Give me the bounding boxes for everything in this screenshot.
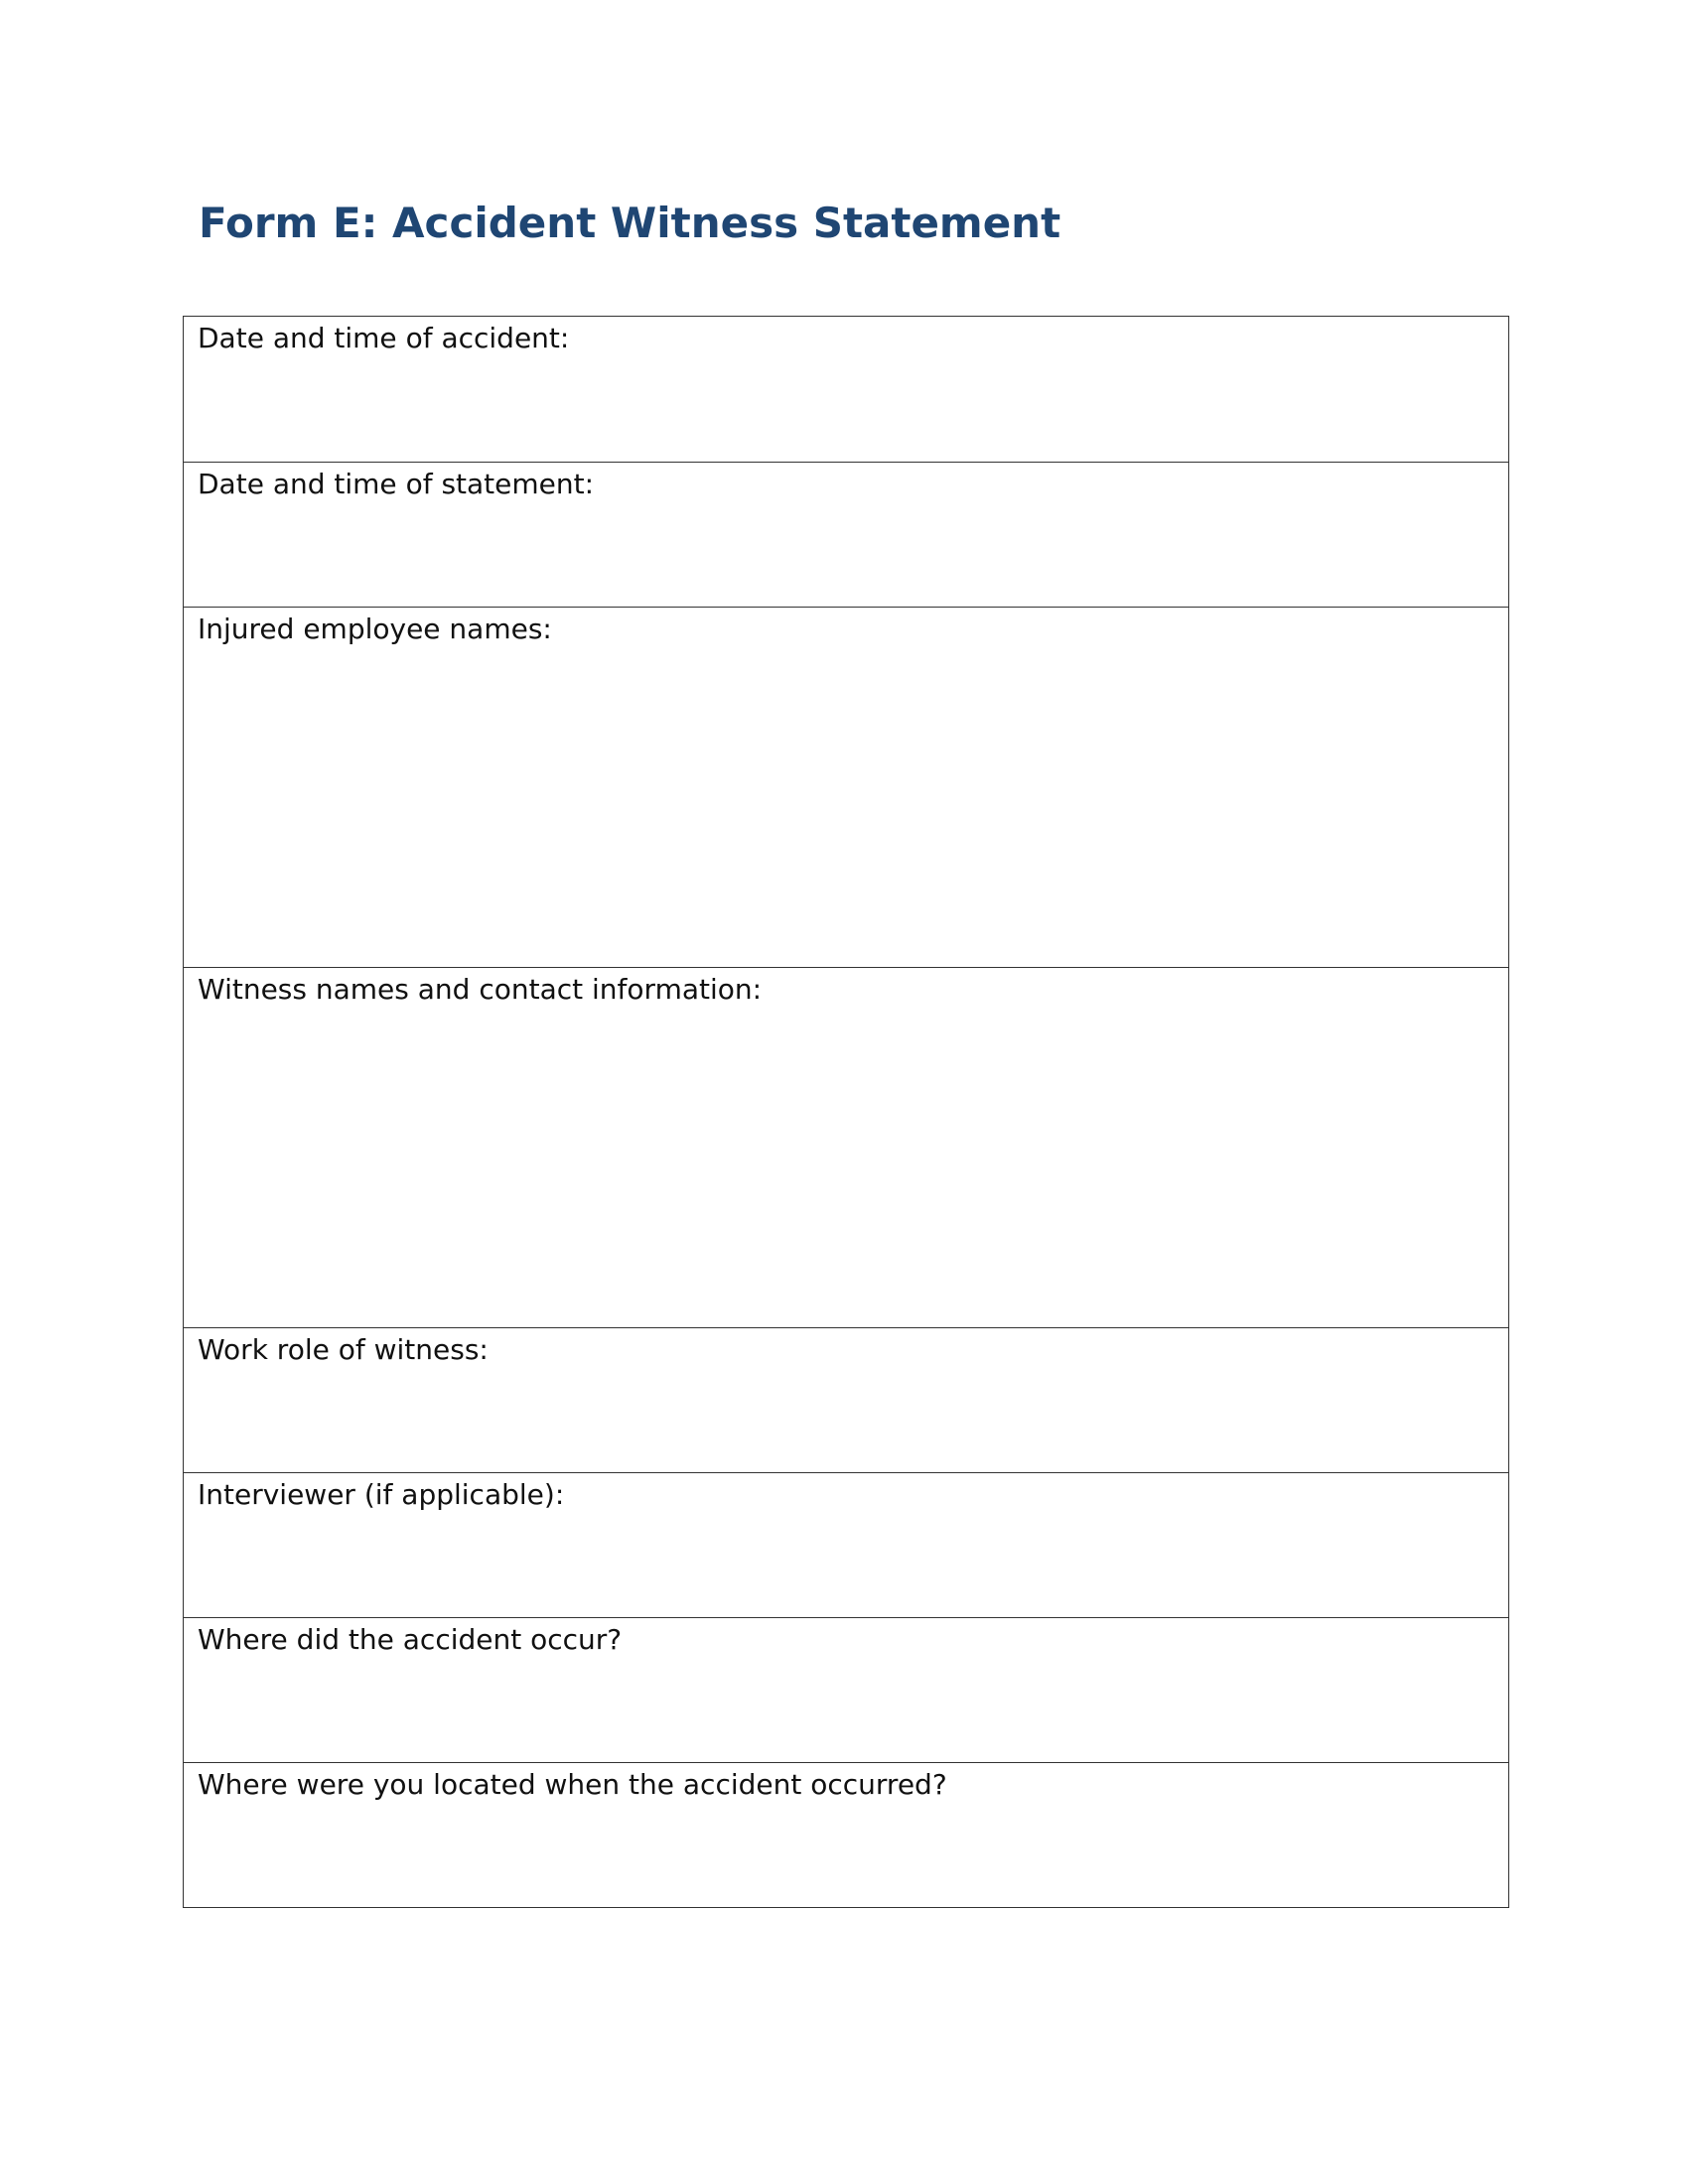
field-label: Where were you located when the accident occurred?: [198, 1768, 947, 1801]
field-label: Date and time of accident:: [198, 322, 570, 354]
field-witness-names-contact: [184, 967, 1508, 1327]
witness-statement-form: [183, 316, 1509, 1908]
field-label: Date and time of statement:: [198, 468, 595, 500]
date-time-of-statement-input[interactable]: [198, 508, 1494, 599]
page-title: Form E: Accident Witness Statement: [199, 199, 1061, 247]
accident-location-input[interactable]: [198, 1664, 1494, 1754]
field-work-role-of-witness: [184, 1327, 1508, 1472]
field-label: Injured employee names:: [198, 613, 552, 645]
field-interviewer: [184, 1472, 1508, 1617]
field-date-time-of-statement: [184, 462, 1508, 607]
field-label: Witness names and contact information:: [198, 973, 763, 1006]
field-accident-location: [184, 1617, 1508, 1762]
field-label: Work role of witness:: [198, 1333, 489, 1366]
date-time-of-accident-input[interactable]: [198, 362, 1494, 454]
field-injured-employee-names: [184, 607, 1508, 967]
field-label: Interviewer (if applicable):: [198, 1478, 565, 1511]
field-witness-location: [184, 1762, 1508, 1907]
witness-names-contact-input[interactable]: [198, 1014, 1494, 1319]
field-date-time-of-accident: [184, 317, 1508, 462]
field-label: Where did the accident occur?: [198, 1623, 623, 1656]
work-role-of-witness-input[interactable]: [198, 1374, 1494, 1464]
injured-employee-names-input[interactable]: [198, 653, 1494, 959]
interviewer-input[interactable]: [198, 1519, 1494, 1609]
witness-location-input[interactable]: [198, 1809, 1494, 1899]
